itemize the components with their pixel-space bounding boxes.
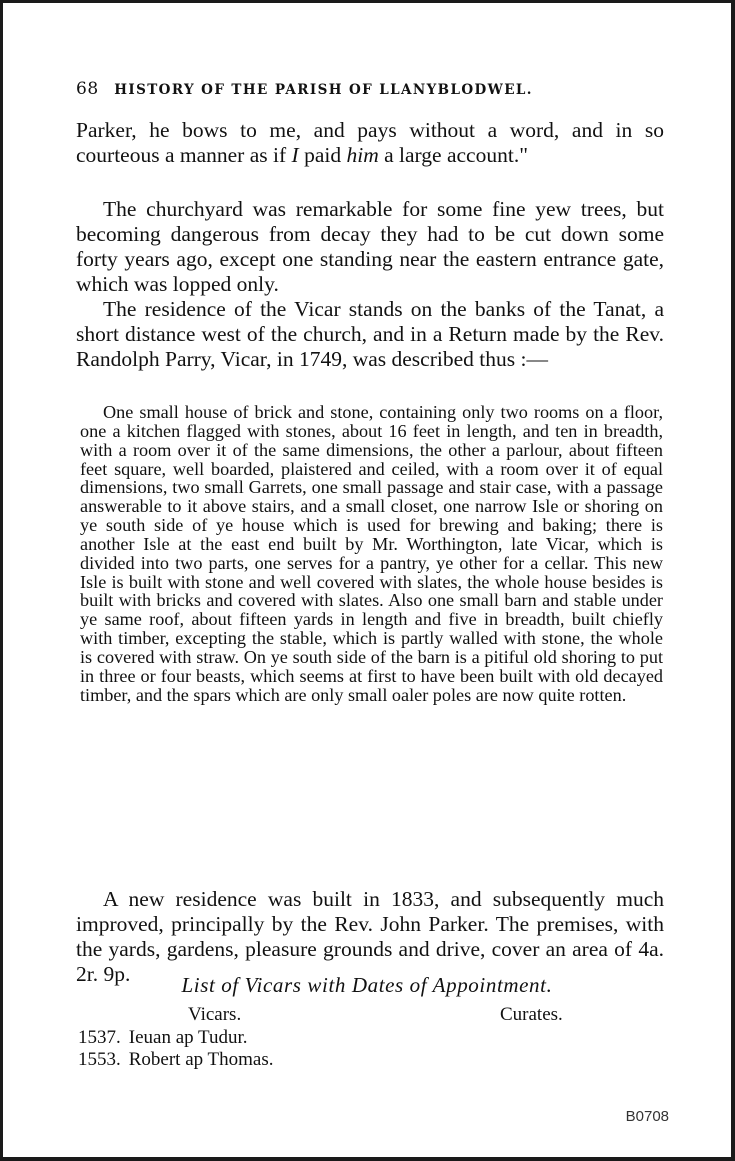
column-header-vicars: Vicars. [188, 1004, 242, 1025]
book-page [3, 3, 731, 1157]
paragraph-churchyard: The churchyard was remarkable for some fine yew trees, but becoming dangerous from decay they had to be cut down some forty years ago, except one standing near the eastern entrance gate, which was lopped only. [76, 197, 664, 296]
archive-code: B0708 [625, 1108, 669, 1125]
paragraph-new-residence: A new residence was built in 1833, and subsequently much improved, principally by the Rev. John Parker. The premises, with the yards, gardens, pleasure grounds and drive, cover an area of 4a. 2r. 9p. [76, 887, 664, 986]
paragraph-continuation: Parker, he bows to me, and pays without a word, and in so courteous a manner as if I paid him a large account." [76, 118, 664, 167]
paragraph-residence: The residence of the Vicar stands on the banks of the Tanat, a short distance west of the church, and in a Return made by the Rev. Randolph Parry, Vicar, in 1749, was described thus :— [76, 297, 664, 371]
block-quote-1749-return: One small house of brick and stone, containing only two rooms on a floor, one a kitchen flagged with stones, about 16 feet in length, and ten in breadth, with a room over it of the same dimensions, the other a parlour, about fifteen feet square, well boarded, plaistered and ceiled, with a room over it of equal dimensions, two small Garrets, one small passage and stair case, with a passage answerable to it above stairs, and a small closet, one narrow Isle or shoring on ye south side of ye house which is used for brewing and baking; there is another Isle at the east end built by Mr. Worthington, late Vicar, which is divided into two parts, one serves for a pantry, ye other for a cellar. This new Isle is built with stone and well covered with slates, the whole house besides is built with bricks and covered with slates. Also one small barn and stable under ye same roof, about fifteen yards in length and five in breadth, built chiefly with timber, excepting the stable, which is partly walled with stone, the whole is covered with straw. On ye south side of the barn is a pitiful old shoring to put in three or four beasts, which seems at first to have been built with old decayed timber, and the spars which are only small oaler poles are now quite rotten. [80, 402, 663, 705]
vicar-row: 1553. Robert ap Thomas. [78, 1049, 274, 1070]
vicar-row: 1537. Ieuan ap Tudur. [78, 1027, 248, 1048]
running-title: HISTORY OF THE PARISH OF LLANYBLODWEL. [114, 82, 533, 98]
vicar-list-title: List of Vicars with Dates of Appointment. [181, 973, 553, 997]
column-header-curates: Curates. [500, 1004, 563, 1025]
running-header [76, 79, 676, 99]
page-number: 68 [76, 79, 99, 99]
